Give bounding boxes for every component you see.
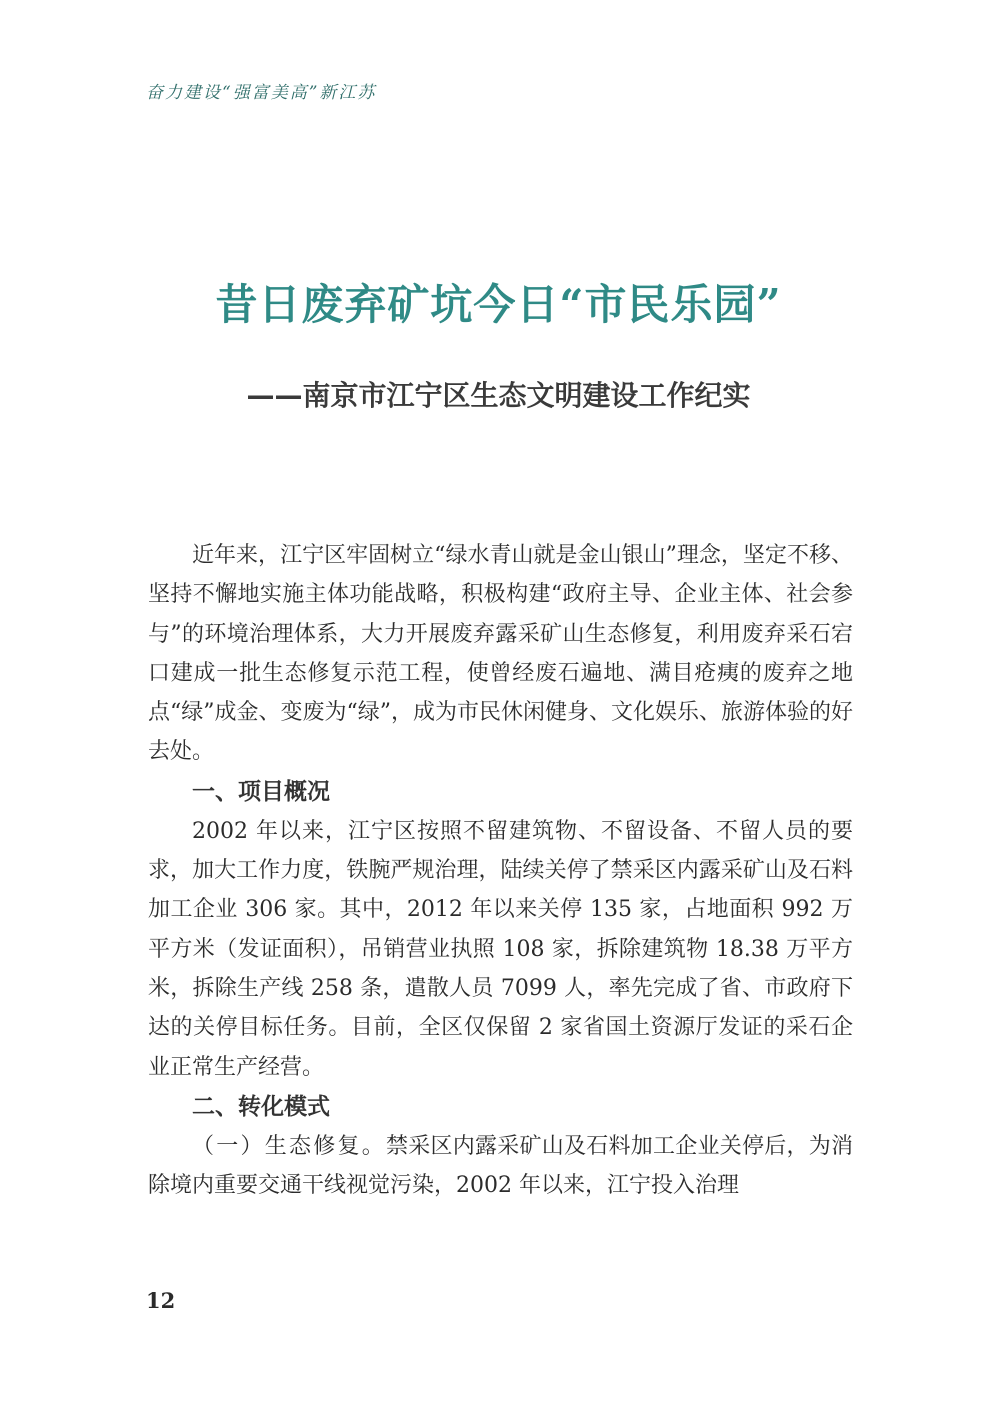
section-heading-overview: 一、项目概况 xyxy=(192,778,330,805)
page-number: 12 xyxy=(146,1288,176,1313)
overview-paragraph: 2002 年以来，江宁区按照不留建筑物、不留设备、不留人员的要求，加大工作力度，铁腕严规治理，陆续关停了禁采区内露采矿山及石料加工企业 306 家。其中，2012 年以来关停 135 家，占地面积 992 万平方米（发证面积），吊销营业执照 108 家，拆除建筑物 18.38 万平方米，拆除生产线 258 条，遣散人员 7099 人，率先完成了省、市政府下达的关停目标任务。目前，全区仅保留 2 家省国土资源厅发证的采石企业正常生产经营。 xyxy=(148,818,853,1080)
page-title: 昔日废弃矿坑今日“市民乐园” xyxy=(215,280,782,329)
intro-paragraph: 近年来，江宁区牢固树立“绿水青山就是金山银山”理念，坚定不移、坚持不懈地实施主体功能战略，积极构建“政府主导、企业主体、社会参与”的环境治理体系，大力开展废弃露采矿山生态修复，利用废弃采石宕口建成一批生态修复示范工程，使曾经废石遍地、满目疮痍的废弃之地点“绿”成金、变废为“绿”，成为市民休闲健身、文化娱乐、旅游体验的好去处。 xyxy=(148,543,853,765)
transformation-paragraph-text: 禁采区内露采矿山及石料加工企业关停后，为消除境内重要交通干线视觉污染，2002 年以来，江宁投入治理 xyxy=(148,1133,853,1199)
subsection-label-ecological-restoration: （一）生态修复。 xyxy=(192,1133,386,1159)
running-header: 奋力建设“强富美高”新江苏 xyxy=(146,83,377,103)
section-heading-transformation: 二、转化模式 xyxy=(192,1093,330,1120)
article-body xyxy=(148,536,853,1205)
page-subtitle: ——南京市江宁区生态文明建设工作纪实 xyxy=(246,379,751,412)
transformation-paragraph xyxy=(148,1127,853,1206)
